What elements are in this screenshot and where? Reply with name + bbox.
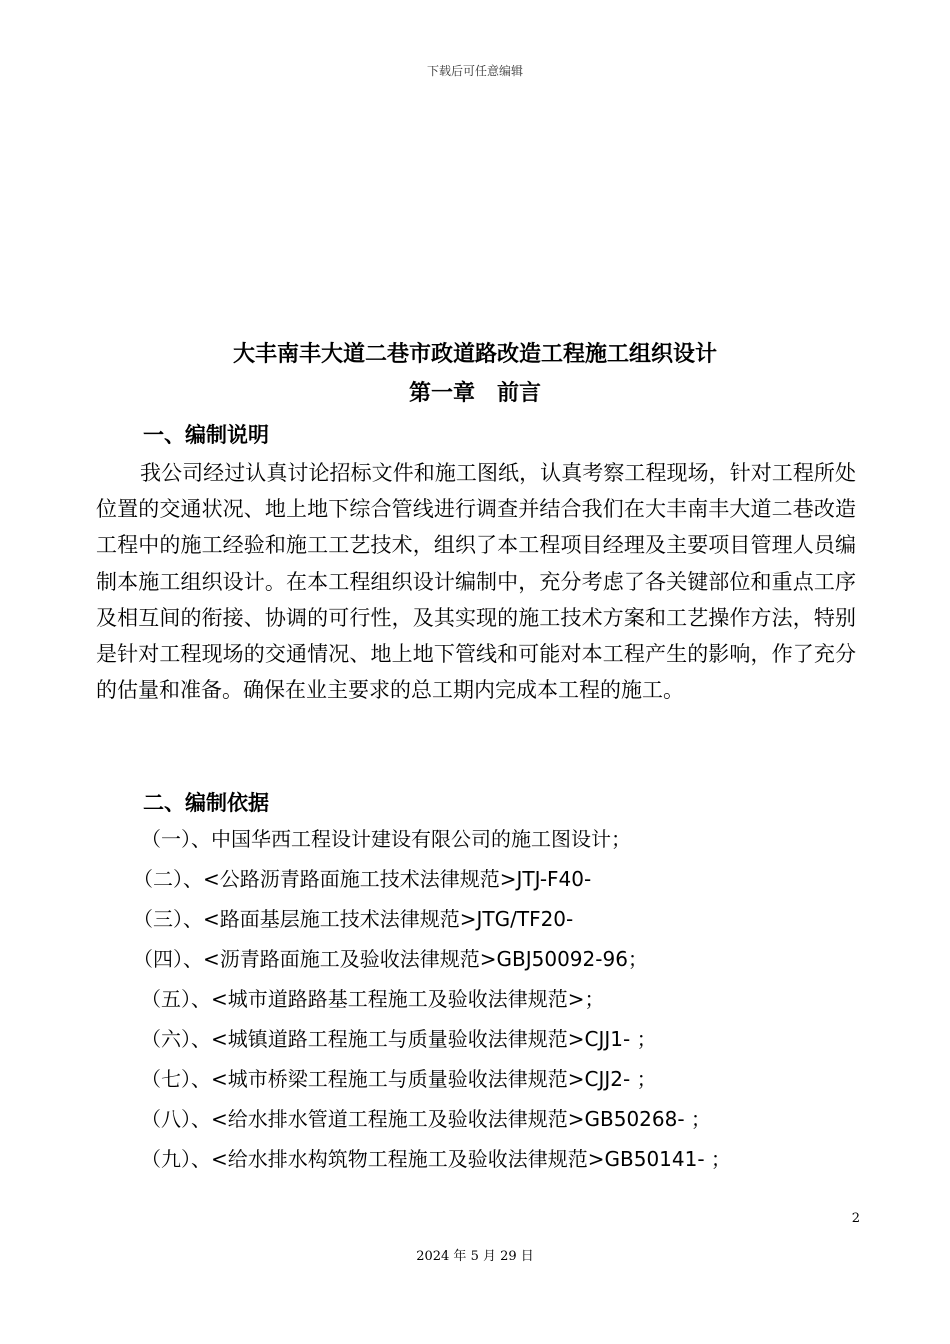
basis-item: （一）、中国华西工程设计建设有限公司的施工图设计； <box>141 827 631 851</box>
section-heading-explanation: 一、编制说明 <box>143 423 269 447</box>
chapter-title: 第一章 前言 <box>408 381 541 406</box>
basis-item: （五）、<城市道路路基工程施工及验收法律规范>； <box>141 987 605 1011</box>
basis-item: （三）、<路面基层施工技术法律规范>JTG/TF20- <box>133 907 574 931</box>
section-heading-basis: 二、编制依据 <box>143 791 269 815</box>
basis-item: （九）、<给水排水构筑物工程施工及验收法律规范>GB50141- ； <box>141 1147 731 1171</box>
document-title: 大丰南丰大道二巷市政道路改造工程施工组织设计 <box>232 342 717 367</box>
basis-item: （七）、<城市桥梁工程施工与质量验收法律规范>CJJ2- ； <box>141 1067 657 1091</box>
header-note: 下载后可任意编辑 <box>426 64 523 78</box>
page-number: 2 <box>851 1211 860 1226</box>
footer-date: 2024 年 5 月 29 日 <box>416 1249 534 1264</box>
basis-item: （六）、<城镇道路工程施工与质量验收法律规范>CJJ1- ； <box>141 1027 657 1051</box>
basis-item: （四）、<沥青路面施工及验收法律规范>GBJ50092-96； <box>133 947 648 971</box>
basis-item: （二）、<公路沥青路面施工技术法律规范>JTJ-F40- <box>133 867 592 891</box>
explanation-paragraph: 我公司经过认真讨论招标文件和施工图纸，认真考察工程现场，针对工程所处位置的交通状况、地上地下综合管线进行调查并结合我们在大丰南丰大道二巷改造工程中的施工经验和施工工艺技术，组织了本工程项目经理及主要项目管理人员编制本施工组织设计。在本工程组织设计编制中，充分考虑了各关键部位和重点工序及相互间的衔接、协调的可行性，及其实现的施工技术方案和工艺操作方法，特别是针对工程现场的交通情况、地上地下管线和可能对本工程产生的影响，作了充分的估量和准备。确保在业主要求的总工期内完成本工程的施工。 <box>96 461 856 703</box>
basis-item: （八）、<给水排水管道工程施工及验收法律规范>GB50268- ； <box>141 1107 711 1131</box>
